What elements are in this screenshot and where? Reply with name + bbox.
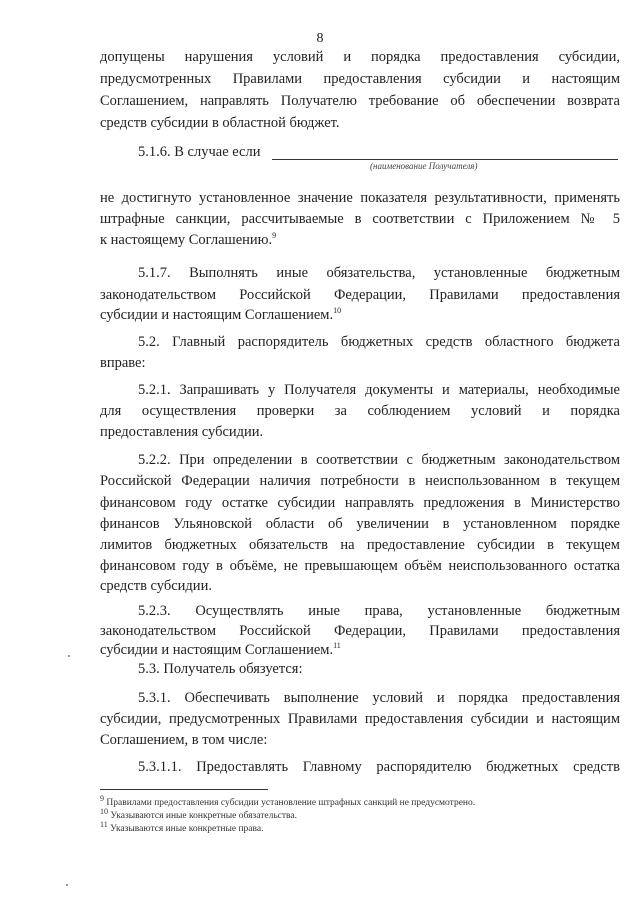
p523-line-2: законодательством Российской Федерации, Правилами предоставления xyxy=(100,623,620,639)
footnote-ref-10: 10 xyxy=(333,306,342,316)
footnote-separator xyxy=(100,789,268,790)
p522-line-4: финансов Ульяновской области об увеличении в установленном порядке xyxy=(100,516,620,532)
p517-line-3 xyxy=(100,306,620,325)
intro-line-2: предусмотренных Правилами предоставления субсидии и настоящим xyxy=(100,71,620,87)
recipient-name-caption: (наименование Получателя) xyxy=(370,161,478,171)
footnote-ref-9: 9 xyxy=(272,231,277,241)
p522-line-1: 5.2.2. При определении в соответствии с бюджетным законодательством xyxy=(138,452,620,468)
p531-line-1: 5.3.1. Обеспечивать выполнение условий и порядка предоставления xyxy=(138,690,620,706)
footnote-ref-11: 11 xyxy=(333,641,341,651)
p523-line-3 xyxy=(100,641,620,660)
p531-line-3: Соглашением, в том числе: xyxy=(100,732,268,748)
p523-line-3-text: субсидии и настоящим Соглашением. xyxy=(100,642,334,658)
recipient-name-blank xyxy=(272,159,618,160)
footnote-11 xyxy=(100,819,264,835)
footnote-9 xyxy=(100,793,476,809)
p516-line-1: не достигнуто установленное значение показателя результативности, применять xyxy=(100,190,620,206)
p516-line-3 xyxy=(100,231,620,250)
p53-text: 5.3. Получатель обязуется: xyxy=(138,661,303,677)
p521-line-3: предоставления субсидии. xyxy=(100,424,264,440)
footnote-11-text: Указываются иные конкретные права. xyxy=(110,824,264,834)
p517-line-3-text: субсидии и настоящим Соглашением. xyxy=(100,307,334,323)
p522-line-5: лимитов бюджетных обязательств на предоставление субсидии в текущем xyxy=(100,537,620,553)
p5311-text: 5.3.1.1. Предоставлять Главному распорядителю бюджетных средств xyxy=(138,759,620,775)
p52-line-2: вправе: xyxy=(100,355,146,371)
p516-line-3-text: к настоящему Соглашению. xyxy=(100,232,273,248)
footnote-9-num: 9 xyxy=(100,793,104,803)
p516-label: 5.1.6. В случае если xyxy=(138,144,261,160)
intro-line-4: средств субсидии в областной бюджет. xyxy=(100,115,340,131)
footnote-10-text: Указываются иные конкретные обязательства. xyxy=(110,811,297,821)
page-number: 8 xyxy=(316,31,324,46)
p521-line-2: для осуществления проверки за соблюдением условий и порядка xyxy=(100,403,620,419)
p523-line-1: 5.2.3. Осуществлять иные права, установленные бюджетным xyxy=(138,603,620,619)
p52-line-1: 5.2. Главный распорядитель бюджетных средств областного бюджета xyxy=(138,334,620,350)
intro-line-3: Соглашением, направлять Получателю требование об обеспечении возврата xyxy=(100,93,620,109)
p516-line-2: штрафные санкции, рассчитываемые в соответствии с Приложением № 5 xyxy=(100,211,620,227)
p522-line-6: финансовом году в объёме, не превышающем объём неиспользованного остатка xyxy=(100,558,620,574)
scan-speck xyxy=(66,884,68,886)
p517-line-2: законодательством Российской Федерации, Правилами предоставления xyxy=(100,287,620,303)
p522-line-3: финансовом году остатке субсидии направлять предложения в Министерство xyxy=(100,495,620,511)
intro-line-1: допущены нарушения условий и порядка предоставления субсидии, xyxy=(100,49,620,65)
p522-line-2: Российской Федерации наличия потребности в неиспользованном в текущем xyxy=(100,473,620,489)
footnote-10-num: 10 xyxy=(100,806,108,816)
footnote-11-num: 11 xyxy=(100,819,108,829)
scan-speck xyxy=(68,655,70,657)
p522-line-7: средств субсидии. xyxy=(100,578,212,594)
footnote-9-text: Правилами предоставления субсидии установление штрафных санкций не предусмотрено. xyxy=(106,798,476,808)
p517-line-1: 5.1.7. Выполнять иные обязательства, установленные бюджетным xyxy=(138,265,620,281)
p531-line-2: субсидии, предусмотренных Правилами предоставления субсидии и настоящим xyxy=(100,711,620,727)
footnote-10 xyxy=(100,806,297,822)
p521-line-1: 5.2.1. Запрашивать у Получателя документы и материалы, необходимые xyxy=(138,382,620,398)
